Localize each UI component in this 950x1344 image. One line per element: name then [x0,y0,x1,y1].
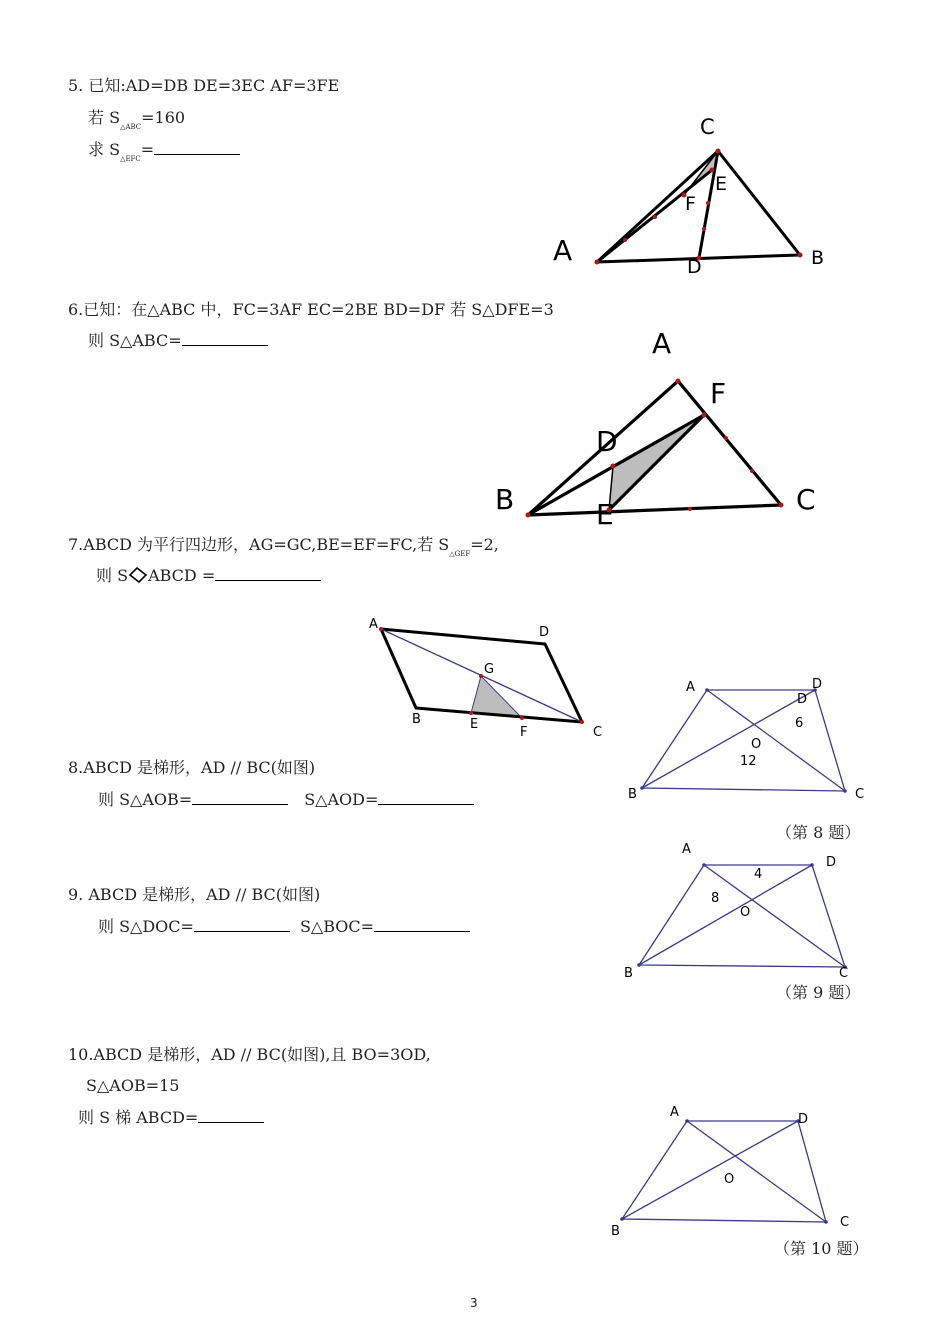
p5-line3-sub: △EFC [120,155,141,163]
fig6-tick-3 [688,507,692,511]
fig8-trapezoid [642,690,845,791]
fig8-point-b [640,786,644,790]
fig7-point-e [469,711,473,715]
fig9-point-a [702,863,706,867]
fig8-points [640,688,847,793]
fig7-point-c [580,720,584,724]
fig8-label-c: C [855,787,865,802]
fig6-point-d [611,464,616,469]
fig9-diagonal-ac [704,865,845,967]
fig8-point-a [705,688,709,692]
p7-line1-b: =2, [470,535,499,554]
fig5-tick-2 [653,215,657,219]
fig10-label-a: A [670,1105,679,1120]
fig6-tick-1 [724,436,728,440]
fig6-label-d: D [596,425,618,458]
p8-line2-a: 则 S△AOB= [98,790,193,809]
fig6-tick-2 [750,469,754,473]
p10-line1: 10.ABCD 是梯形，AD // BC(如图),且 BO=3OD, [68,1045,431,1064]
fig8-diagonal-ac [707,690,845,791]
p5-line2-b: =160 [141,108,186,127]
fig5-point-a [595,260,600,265]
fig7-label-a: A [369,617,378,632]
fig9-point-b [637,963,641,967]
fig8-label-d-inner: D [797,692,808,707]
fig10-label-o: O [724,1172,735,1187]
fig7-point-a [379,627,383,631]
fig8-label-b: B [628,787,637,802]
p5-line3-b: = [140,140,155,159]
p10-line2: S△AOB=15 [86,1076,180,1095]
fig9-point-d [810,863,814,867]
p5-line1: 5. 已知:AD=DB DE=3EC AF=3FE [68,76,340,95]
p7-line2-a: 则 S [96,566,129,585]
fig7-label-d: D [539,625,550,640]
fig6-point-c [779,503,784,508]
p8-line2-b: S△AOD= [304,790,379,809]
fig9-label-o: O [740,905,751,920]
p9-line2-b: S△BOC= [299,917,375,936]
fig6-label-c: C [796,483,816,516]
fig9-label-a: A [682,842,691,857]
fig5-tick-3 [706,201,710,205]
p9-line1: 9. ABCD 是梯形，AD // BC(如图) [68,885,321,904]
fig9-label-d: D [826,855,837,870]
fig5-point-b [798,253,803,258]
p7-line1-sub: △GEF [449,550,471,558]
p9-caption: （第 9 题） [776,983,861,1002]
fig9-value-8: 8 [711,891,720,906]
fig10-diagonal-bd [622,1121,798,1219]
fig5-label-e: E [715,173,728,195]
fig10-point-a [685,1119,689,1123]
fig8-diagonal-bd [642,690,815,788]
fig6-label-e: E [596,498,614,531]
fig5-tick-1 [623,238,627,242]
fig7-label-f: F [520,725,528,740]
fig6-label-b: B [495,483,515,516]
figure-8 [642,690,845,791]
figure-6 [495,327,816,531]
p5-line2-a: 若 S [88,108,121,127]
fig10-point-c [824,1220,828,1224]
fig6-label-a: A [652,327,672,360]
fig5-label-c: C [700,115,715,139]
fig6-point-b [526,513,531,518]
fig5-tick-4 [702,227,706,231]
fig7-label-g: G [484,662,495,677]
p6-line1: 6.已知：在△ABC 中，FC=3AF EC=2BE BD=DF 若 S△DFE=3 [68,300,554,319]
fig6-point-f [702,413,707,418]
p5-line3-a: 求 S [88,140,121,159]
fig8-value-6: 6 [795,716,804,731]
fig8-point-c [843,789,847,793]
fig10-label-d: D [798,1112,809,1127]
fig9-value-4: 4 [754,867,763,882]
fig5-label-b: B [811,247,825,269]
p10-caption: （第 10 题） [774,1239,869,1258]
fig10-label-c: C [840,1215,850,1230]
page-number: 3 [470,1296,478,1310]
p9-line2-a: 则 S△DOC= [98,917,194,936]
fig5-label-f: F [685,193,696,215]
fig5-triangle [597,151,800,262]
fig5-point-c [716,149,721,154]
p8-line1: 8.ABCD 是梯形，AD // BC(如图) [68,758,316,777]
fig5-label-a: A [553,234,573,267]
fig5-point-e [710,168,715,173]
figure-7 [369,617,602,740]
fig5-label-d: D [687,256,702,278]
fig6-point-a [676,379,681,384]
fig7-label-e: E [470,717,479,732]
fig8-label-d: D [812,677,823,692]
p7-line1-a: 7.ABCD 为平行四边形，AG=GC,BE=EF=FC,若 S [68,535,450,554]
fig8-label-o: O [751,737,762,752]
fig7-point-g [479,674,483,678]
p7-line2-b: ABCD = [148,566,216,585]
fig10-point-b [620,1217,624,1221]
fig7-label-c: C [593,725,603,740]
p10-line3-text: 则 S 梯 ABCD= [78,1108,199,1127]
p8-caption: （第 8 题） [776,823,861,842]
fig8-label-a: A [686,680,695,695]
p5-line2-sub: △ABC [120,123,142,131]
fig9-label-c: C [839,966,849,981]
fig10-label-b: B [611,1224,620,1239]
p6-line2-text: 则 S△ABC= [88,331,182,350]
figure-5 [553,115,824,278]
fig6-label-f: F [710,377,727,410]
fig8-value-12: 12 [740,754,757,769]
fig7-label-b: B [412,712,421,727]
fig9-label-b: B [624,966,633,981]
fig7-point-f [520,716,524,720]
